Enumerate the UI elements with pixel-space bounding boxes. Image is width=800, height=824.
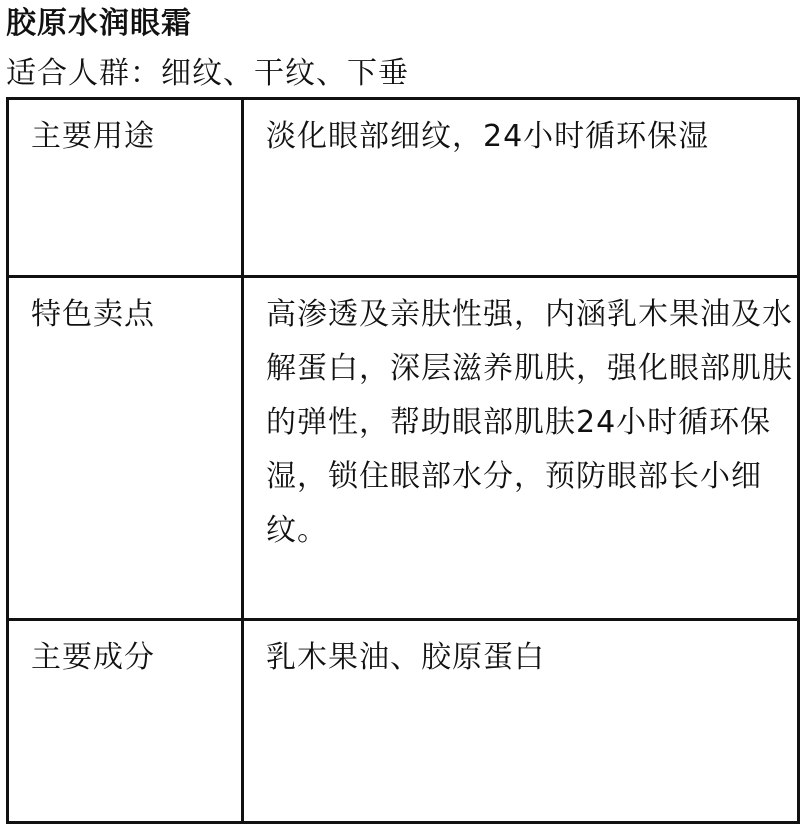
row-value-ingredients: 乳木果油、胶原蛋白 (243, 620, 799, 823)
table-row-usage (8, 99, 799, 277)
row-label-ingredients: 主要成分 (8, 620, 243, 823)
row-label-usage: 主要用途 (8, 99, 243, 277)
row-value-usage: 淡化眼部细纹，24小时循环保湿 (243, 99, 799, 277)
target-audience: 适合人群：细纹、干纹、下垂 (6, 56, 409, 91)
row-label-features: 特色卖点 (8, 277, 243, 620)
row-value-features: 高渗透及亲肤性强，内涵乳木果油及水解蛋白，深层滋养肌肤，强化眼部肌肤的弹性，帮助眼部肌肤24小时循环保湿，锁住眼部水分，预防眼部长小细纹。 (243, 277, 799, 620)
product-title: 胶原水润眼霜 (6, 6, 192, 41)
table-row-ingredients (8, 620, 799, 823)
table-row-features (8, 277, 799, 620)
product-spec-table (6, 97, 800, 824)
